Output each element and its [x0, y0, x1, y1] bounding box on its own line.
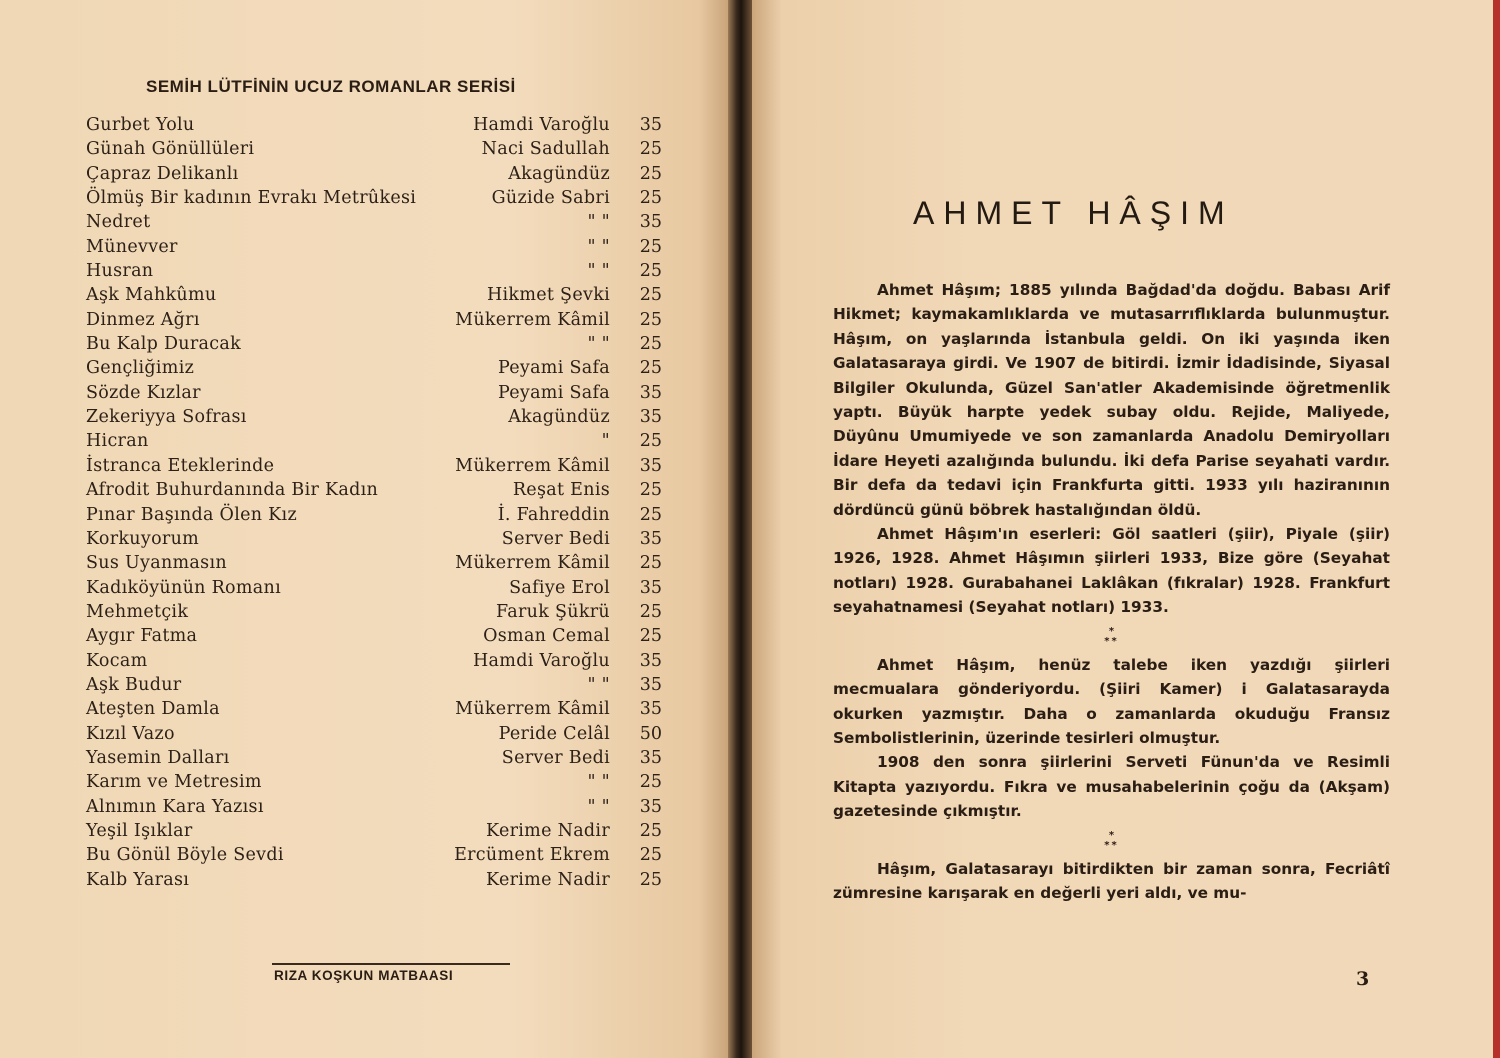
printer-name: RIZA KOŞKUN MATBAASI: [274, 968, 454, 983]
book-title: Zekeriyya Sofrası: [86, 407, 247, 428]
bio-paragraph: Hâşım, Galatasarayı bitirdikten bir zaman sonra, Fecriâtî zümresine karışarak en değerli yeri aldı, ve mu-: [833, 859, 1390, 902]
book-list-item: [86, 210, 676, 234]
book-price: 35: [639, 674, 662, 695]
book-title: Karım ve Metresim: [86, 772, 262, 793]
book-title: Yasemin Dalları: [86, 747, 230, 768]
series-title: SEMİH LÜTFİNİN UCUZ ROMANLAR SERİSİ: [146, 77, 516, 96]
book-title: Yeşil Işıklar: [86, 820, 193, 841]
book-price: 35: [639, 382, 662, 403]
book-title: Afrodit Buhurdanında Bir Kadın: [86, 480, 379, 501]
book-title: Gençliğimiz: [86, 358, 195, 379]
book-title: İstranca Eteklerinde: [86, 455, 275, 476]
book-list-item: [86, 478, 676, 502]
book-list-item: [86, 332, 676, 356]
book-list-item: [86, 113, 676, 137]
book-author: Hikmet Şevki: [486, 285, 610, 306]
book-title: Ölmüş Bir kadının Evrakı Metrûkesi: [86, 188, 417, 209]
book-title: Kadıköyünün Romanı: [86, 577, 281, 598]
book-author: " ": [587, 674, 610, 695]
book-title: Bu Kalp Duracak: [86, 334, 242, 355]
book-list-item: [86, 746, 676, 770]
book-author: Mükerrem Kâmil: [455, 553, 610, 574]
book-author: Reşat Enis: [512, 480, 610, 501]
book-author: " ": [587, 236, 610, 257]
book-price: 35: [639, 115, 662, 135]
book-list-item: [86, 259, 676, 283]
bio-paragraph: Ahmet Hâşım'ın eserleri: Göl saatleri (şiir), Piyale (şiir) 1926, 1928. Ahmet Hâşımın şiirleri 1933, Bize göre (Seyahat notları) 1928. Gurabahanei Laklâkan (fıkralar) 1928. Frankfurt seyahatnamesi (Seyahat notları) 1933.: [833, 525, 1390, 617]
book-title: Günah Gönüllüleri: [86, 139, 255, 160]
book-list-item: [86, 283, 676, 307]
book-price: 25: [639, 504, 662, 525]
book-author: Peride Celâl: [498, 723, 610, 744]
book-list-item: [86, 527, 676, 551]
section-divider-asterism: * **: [1104, 829, 1119, 851]
book-price: 50: [639, 723, 662, 744]
book-list-item: [86, 795, 676, 819]
book-title: Kızıl Vazo: [86, 723, 175, 744]
book-list-item: [86, 405, 676, 429]
book-title: Aygır Fatma: [86, 626, 198, 647]
book-price: 25: [639, 480, 662, 501]
book-author: " ": [587, 261, 610, 282]
book-gutter: [728, 0, 752, 1058]
book-author: Peyami Safa: [497, 358, 610, 379]
book-author: Safiye Erol: [509, 577, 610, 598]
book-author: Osman Cemal: [483, 626, 610, 647]
book-author: " ": [587, 796, 610, 817]
book-author: Mükerrem Kâmil: [455, 309, 610, 330]
book-price: 35: [639, 699, 662, 720]
book-author: Mükerrem Kâmil: [455, 455, 610, 476]
book-list-item: [86, 576, 676, 600]
book-list-item: [86, 819, 676, 843]
book-author: İ. Fahreddin: [497, 504, 610, 525]
book-author: Peyami Safa: [497, 382, 610, 403]
book-author: Server Bedi: [501, 528, 610, 549]
book-price: 25: [639, 334, 662, 355]
book-list-item: [86, 381, 676, 405]
book-price: 25: [639, 553, 662, 574]
book-author: Kerime Nadir: [486, 820, 610, 841]
book-list-item: [86, 308, 676, 332]
book-list-item: [86, 186, 676, 210]
book-title: Dinmez Ağrı: [86, 309, 200, 330]
book-price: 35: [639, 212, 662, 233]
book-price: 35: [639, 455, 662, 476]
book-title: Hicran: [86, 431, 149, 452]
book-title: Bu Gönül Böyle Sevdi: [86, 845, 284, 866]
red-page-edge: [1493, 0, 1500, 1058]
book-list-item: [86, 697, 676, 721]
section-divider-asterism: * **: [1104, 625, 1119, 647]
book-list-item: [86, 649, 676, 673]
book-price: 35: [639, 650, 662, 671]
book-list-item: [86, 868, 676, 892]
printer-rule: [272, 963, 510, 965]
book-author: Ercüment Ekrem: [454, 845, 610, 866]
book-title: Pınar Başında Ölen Kız: [86, 504, 297, 525]
book-price: 25: [639, 309, 662, 330]
book-author: Server Bedi: [501, 747, 610, 768]
book-list-item: [86, 235, 676, 259]
book-author: Mükerrem Kâmil: [455, 699, 610, 720]
book-author: Faruk Şükrü: [496, 601, 610, 622]
author-heading: AHMET HÂŞIM: [913, 195, 1234, 231]
book-author: " ": [587, 772, 610, 793]
book-price: 25: [639, 601, 662, 622]
book-list-item: [86, 624, 676, 648]
book-list-item: [86, 162, 676, 186]
book-title: Korkuyorum: [86, 528, 200, 549]
book-title: Kalb Yarası: [86, 869, 190, 890]
book-list-item: [86, 673, 676, 697]
book-title: Alnımın Kara Yazısı: [86, 796, 264, 817]
book-price: 35: [639, 528, 662, 549]
book-author: Akagündüz: [508, 163, 610, 184]
book-author: Kerime Nadir: [486, 869, 610, 890]
book-title: Sözde Kızlar: [86, 382, 201, 403]
book-list-item: [86, 600, 676, 624]
book-price: 35: [639, 577, 662, 598]
book-title: Mehmetçik: [86, 601, 189, 622]
bio-paragraph: 1908 den sonra şiirlerini Serveti Fünun'da ve Resimli Kitapta yazıyordu. Fıkra ve musahabelerinin çoğu da (Akşam) gazetesinde çıkmıştır.: [833, 753, 1390, 821]
book-author: ": [601, 431, 610, 452]
book-price: 25: [639, 139, 662, 160]
book-list-item: [86, 551, 676, 575]
book-author: " ": [587, 212, 610, 233]
book-list-item: [86, 503, 676, 527]
book-title: Ateşten Damla: [86, 699, 220, 720]
book-title: Gurbet Yolu: [86, 115, 195, 135]
book-author: " ": [587, 334, 610, 355]
bio-paragraph: Ahmet Hâşım, henüz talebe iken yazdığı şiirleri mecmualara gönderiyordu. (Şiiri Kamer) i Galatasarayda okurken yazmıştır. Daha o zamanlarda okuduğu Fransız Sembolistlerinin, üzerinde tesirleri olmuştur.: [833, 655, 1390, 747]
book-list-item: [86, 843, 676, 867]
book-title: Münevver: [86, 236, 178, 257]
book-price: 25: [639, 431, 662, 452]
book-list: [86, 113, 676, 892]
book-price: 35: [639, 407, 662, 428]
book-author: Güzide Sabri: [491, 188, 610, 209]
book-title: Sus Uyanmasın: [86, 553, 227, 574]
book-price: 25: [639, 845, 662, 866]
book-price: 25: [639, 163, 662, 184]
book-title: Çapraz Delikanlı: [86, 163, 239, 184]
book-title: Nedret: [86, 212, 151, 233]
bio-paragraph: Ahmet Hâşım; 1885 yılında Bağdad'da doğdu. Babası Arif Hikmet; kaymakamlıklarda ve mutasarrıflıklarda bulunmuştur. Hâşım, on yaşlarında İstanbula geldi. On iki yaşında iken Galatasaraya girdi. Ve 1907 de bitirdi. İzmir İdadisinde, Siyasal Bilgiler Okulunda, Güzel San'atler Akademisinde öğretmenlik yaptı. Büyük harpte yedek subay oldu. Rejide, Maliyede, Düyûnu Umumiyede ve son zamanlarda Anadolu Demiryolları İdare Heyeti azalığında bulundu. İki defa Parise seyahati vardır. Bir defa da tedavi için Frankfurta gitti. 1933 yılı haziranının dördüncü günü böbrek hastalığından öldü.: [833, 281, 1390, 519]
book-list-item: [86, 137, 676, 161]
book-title: Husran: [86, 261, 154, 282]
book-author: Hamdi Varoğlu: [473, 650, 610, 671]
book-title: Aşk Mahkûmu: [86, 285, 217, 306]
book-title: Aşk Budur: [86, 674, 182, 695]
book-price: 25: [639, 236, 662, 257]
book-price: 25: [639, 188, 662, 209]
book-author: Akagündüz: [508, 407, 610, 428]
book-title: Kocam: [86, 650, 148, 671]
page-number: 3: [1356, 968, 1370, 990]
book-list-item: [86, 454, 676, 478]
book-price: 25: [639, 626, 662, 647]
book-price: 25: [639, 285, 662, 306]
book-price: 25: [639, 358, 662, 379]
book-list-item: [86, 356, 676, 380]
book-list-item: [86, 770, 676, 794]
book-price: 25: [639, 772, 662, 793]
book-price: 25: [639, 820, 662, 841]
book-price: 35: [639, 796, 662, 817]
book-author: Hamdi Varoğlu: [473, 115, 610, 135]
biography-text: [833, 278, 1390, 905]
book-price: 25: [639, 869, 662, 890]
book-price: 35: [639, 747, 662, 768]
book-list-item: [86, 722, 676, 746]
book-price: 25: [639, 261, 662, 282]
book-list-item: [86, 429, 676, 453]
book-author: Naci Sadullah: [481, 139, 610, 160]
left-page: [0, 0, 728, 1058]
